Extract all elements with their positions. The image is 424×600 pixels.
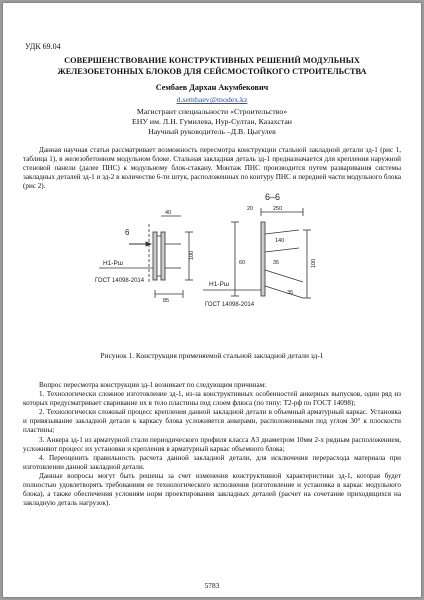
intro-paragraph: Данная научная статья рассматривает возможность пересмотра конструкции стальной закладной детали зд-1 (рис 1, таблица 1), в железобетонном модульном блоке. Стальная закладная деталь зд-1 предназначается для крепления наружной стеновой панели (далее ПНС) к модульному блок-стакану. Монтаж ПНС производится путем разваривания системы закладных деталей зд-1 и зд-2 в количестве 6-ти штук, расположенных по контуру ПНС и передней части модульного блока (рис 2). [23, 146, 401, 191]
body-paragraph: 3. Анкера зд-1 из арматурной стали периодического профиля класса А3 диаметром 10мм 2-х рядным расположением, усложняют процесс их установки и крепления в арматурный каркас объемного блока; [23, 435, 401, 453]
affiliation-university: ЕНУ им. Л.Н. Гумилева, Нур-Султан, Казахстан [132, 117, 292, 126]
body-text [23, 381, 401, 508]
drawing-left-view [99, 216, 193, 298]
udk-code: УДК 69.04 [25, 42, 61, 51]
body-paragraph: Вопрос пересмотра конструкции зд-1 возникает по следующим причинам: [39, 381, 267, 389]
affiliation-program: Магистрант специальности «Строительство» [136, 107, 288, 116]
body-paragraph: 2. Технологически сложный процесс крепления данной закладной детали в объемный арматурный каркас. Установка и привязывание закладной детали к каркасу блока усложняется анкерами, расположенными под углом 30° к плоскости пластины; [23, 408, 401, 435]
standard-label-left: ГОСТ 14098-2014 [95, 278, 145, 284]
paper-page [3, 3, 421, 597]
dim-left-height: 100 [189, 250, 195, 260]
plate-label-left: Н1-Рш [103, 260, 124, 267]
standard-label-right: ГОСТ 14098-2014 [205, 302, 255, 308]
body-paragraph: 4. Переоценить правильность расчета данной закладной детали, для исключения перерасхода материала при изготовлении данной закладной детали. [23, 453, 401, 471]
dim-right-7: 35 [287, 290, 294, 296]
dim-right-2: 250 [273, 206, 283, 212]
dim-right-1: 20 [247, 206, 254, 212]
dim-right-5: 60 [239, 260, 246, 266]
dim-right-6: 100 [311, 258, 317, 268]
section-mark-left: 6 [125, 228, 130, 237]
body-paragraph: 1. Технологически сложное изготовление зд-1, из-за конструктивных особенностей анкерных выпусков, один ряд из которых предусматривает сваривание их в тело пластины под слоем флюса (по типу: Т2-рф по ГОСТ 14098); [23, 390, 401, 408]
section-title-right: 6–6 [265, 192, 281, 202]
page-number: 5783 [204, 581, 220, 590]
author-email-link[interactable]: d.sembaev@modex.kz [176, 95, 248, 104]
dim-left-top: 40 [165, 210, 172, 216]
body-paragraph: Данные вопросы могут быть решены за счет изменения конструктивной характеристики зд-1, которая будет полностью удовлетворять требованиям ее технологического исполнения (изготовление и установка в каркас модульного блока), а также обеспечения условиям норм проектирования закладных деталей (расчет на сочетание приходящихся на закладную деталь нагрузок). [23, 471, 401, 508]
plate-label-right: Н1-Рш [209, 281, 230, 288]
embedded-part-drawing [3, 186, 421, 348]
dim-left-width: 85 [163, 298, 170, 304]
title-line-2: ЖЕЛЕЗОБЕТОННЫХ БЛОКОВ ДЛЯ СЕЙСМОСТОЙКОГО СТРОИТЕЛЬСТВА [57, 66, 367, 76]
affiliation-supervisor: Научный руководитель –Д.В. Цыгулев [148, 127, 276, 136]
dim-right-3: 140 [275, 238, 285, 244]
title-line-1: СОВЕРШЕНСТВОВАНИЕ КОНСТРУКТИВНЫХ РЕШЕНИЙ МОДУЛЬНЫХ [64, 56, 360, 65]
dim-right-4: 35 [273, 260, 280, 266]
paper-title [19, 56, 405, 77]
author-name: Сембаев Дархан Акумбекович [155, 83, 269, 92]
figure-caption: Рисунок 1. Конструкция применяемой стальной закладной детали зд-1 [100, 351, 324, 360]
